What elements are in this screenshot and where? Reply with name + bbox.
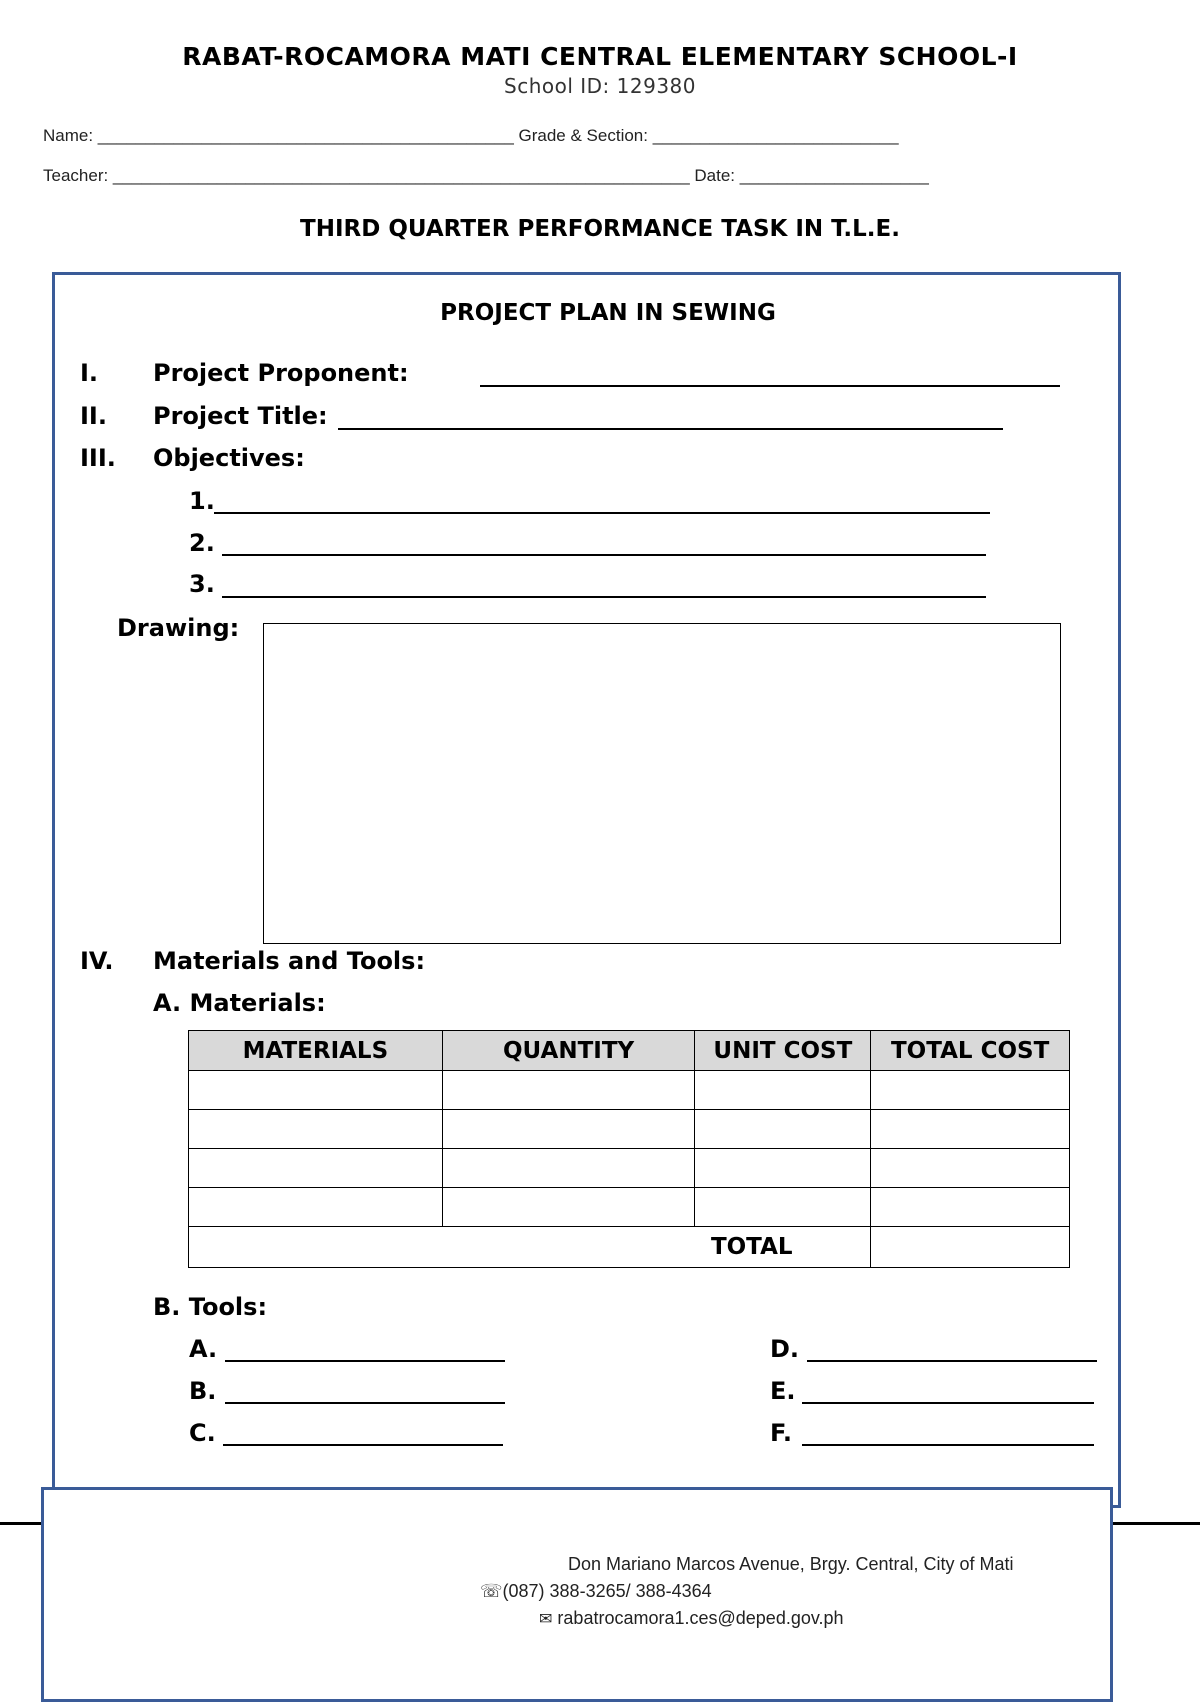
- materials-table: [188, 1030, 1070, 1268]
- footer-email: [539, 1608, 844, 1629]
- tool-d-field[interactable]: [807, 1360, 1097, 1362]
- unit-cost-column-header: UNIT COST: [695, 1031, 871, 1071]
- teacher-date-line[interactable]: Teacher: _____________________________________________________________ Date: ____________________: [43, 166, 929, 185]
- table-cell[interactable]: [871, 1149, 1070, 1188]
- project-proponent-field[interactable]: [480, 385, 1060, 387]
- objectives-label: Objectives:: [153, 444, 305, 472]
- objective-number: 1.: [189, 487, 215, 515]
- materials-label: A. Materials:: [153, 989, 326, 1017]
- materials-tools-label: Materials and Tools:: [153, 947, 426, 975]
- objective-number: 2.: [189, 529, 215, 557]
- task-title: THIRD QUARTER PERFORMANCE TASK IN T.L.E.: [300, 216, 900, 242]
- footer-rule-right: [1110, 1522, 1200, 1525]
- objective-2-field[interactable]: [222, 554, 986, 556]
- section-number: III.: [80, 444, 116, 472]
- tool-f-field[interactable]: [802, 1444, 1094, 1446]
- table-cell[interactable]: [695, 1149, 871, 1188]
- table-row: [189, 1188, 1070, 1227]
- footer-phone-number: (087) 388-3265/ 388-4364: [502, 1581, 712, 1601]
- table-cell[interactable]: [695, 1071, 871, 1110]
- table-cell[interactable]: [189, 1110, 443, 1149]
- school-id: School ID: 129380: [504, 74, 696, 98]
- telephone-icon: ☏: [480, 1581, 503, 1601]
- tool-letter: A.: [189, 1335, 218, 1363]
- total-cost-column-header: TOTAL COST: [871, 1031, 1070, 1071]
- objective-number: 3.: [189, 570, 215, 598]
- table-cell[interactable]: [871, 1071, 1070, 1110]
- project-title-field[interactable]: [338, 428, 1003, 430]
- total-label: TOTAL: [695, 1227, 871, 1268]
- table-cell[interactable]: [442, 1071, 695, 1110]
- mail-icon: ✉: [539, 1611, 553, 1628]
- section-number: I.: [80, 359, 99, 387]
- table-cell[interactable]: [189, 1188, 443, 1227]
- objective-3-field[interactable]: [222, 596, 986, 598]
- footer-rule-left: [0, 1522, 45, 1525]
- table-row: [189, 1071, 1070, 1110]
- drawing-box[interactable]: [263, 623, 1061, 944]
- tool-letter: F.: [770, 1419, 792, 1447]
- table-cell[interactable]: [695, 1110, 871, 1149]
- tool-a-field[interactable]: [225, 1360, 505, 1362]
- tool-b-field[interactable]: [225, 1402, 505, 1404]
- project-title-label: Project Title:: [153, 402, 328, 430]
- total-cost-cell[interactable]: [871, 1227, 1070, 1268]
- objective-1-field[interactable]: [214, 512, 990, 514]
- project-proponent-label: Project Proponent:: [153, 359, 409, 387]
- drawing-label: Drawing:: [117, 614, 240, 642]
- total-row: [189, 1227, 1070, 1268]
- tool-letter: D.: [770, 1335, 800, 1363]
- footer-address: Don Mariano Marcos Avenue, Brgy. Central, City of Mati: [568, 1554, 1014, 1574]
- section-number: IV.: [80, 947, 114, 975]
- table-header-row: [189, 1031, 1070, 1071]
- footer-email-address: rabatrocamora1.ces@deped.gov.ph: [557, 1608, 844, 1628]
- quantity-column-header: QUANTITY: [442, 1031, 695, 1071]
- table-row: [189, 1110, 1070, 1149]
- total-row-blank: [189, 1227, 695, 1268]
- table-cell[interactable]: [871, 1110, 1070, 1149]
- tool-letter: B.: [189, 1377, 217, 1405]
- table-cell[interactable]: [189, 1149, 443, 1188]
- table-cell[interactable]: [442, 1110, 695, 1149]
- tool-letter: E.: [770, 1377, 796, 1405]
- table-cell[interactable]: [189, 1071, 443, 1110]
- materials-column-header: MATERIALS: [189, 1031, 443, 1071]
- tool-letter: C.: [189, 1419, 216, 1447]
- plan-title: PROJECT PLAN IN SEWING: [440, 300, 776, 326]
- tool-c-field[interactable]: [223, 1444, 503, 1446]
- tool-e-field[interactable]: [802, 1402, 1094, 1404]
- table-cell[interactable]: [871, 1188, 1070, 1227]
- school-name: RABAT-ROCAMORA MATI CENTRAL ELEMENTARY SCHOOL-I: [182, 42, 1018, 71]
- tools-label: B. Tools:: [153, 1293, 268, 1321]
- name-grade-line[interactable]: Name: ____________________________________________ Grade & Section: __________________________: [43, 126, 899, 145]
- table-cell[interactable]: [442, 1149, 695, 1188]
- footer-phone: [480, 1581, 712, 1602]
- table-cell[interactable]: [695, 1188, 871, 1227]
- table-row: [189, 1149, 1070, 1188]
- table-cell[interactable]: [442, 1188, 695, 1227]
- section-number: II.: [80, 402, 107, 430]
